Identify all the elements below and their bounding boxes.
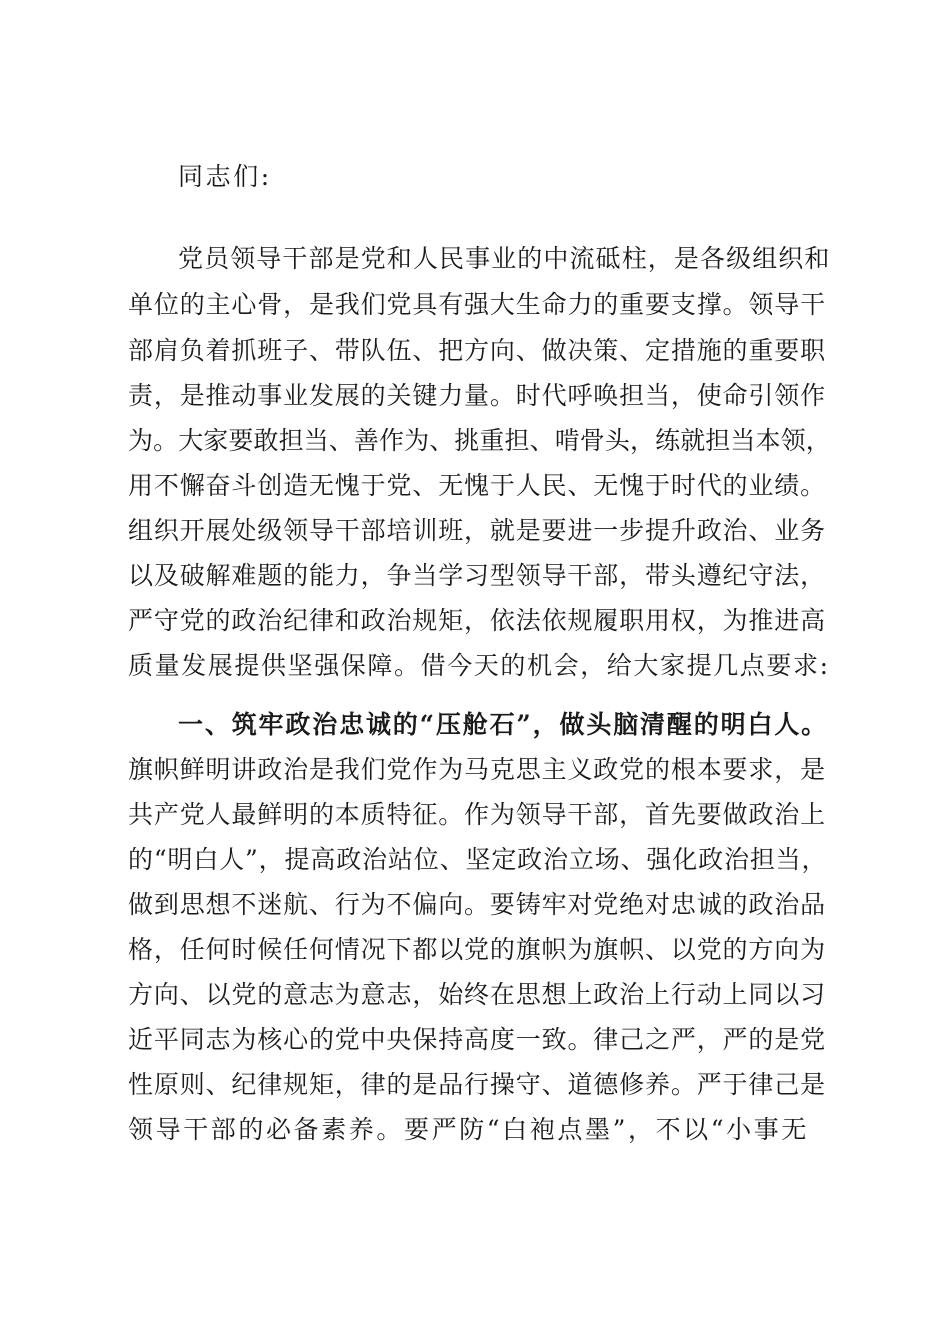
paragraph-line: 共产党人最鲜明的本质特征。作为领导干部，首先要做政治上 <box>128 800 826 829</box>
paragraph-line: 做到思想不迷航、行为不偏向。要铸牢对党绝对忠诚的政治品 <box>128 890 826 919</box>
paragraph-line: 组织开展处级领导干部培训班，就是要进一步提升政治、业务 <box>128 516 826 545</box>
paragraph-line: 领导干部的必备素养。要严防“白袍点墨”，不以“小事无 <box>128 1115 809 1144</box>
paragraph-line: 格，任何时候任何情况下都以党的旗帜为旗帜、以党的方向为 <box>128 935 826 964</box>
paragraph-line: 旗帜鲜明讲政治是我们党作为马克思主义政党的根本要求，是 <box>128 755 826 784</box>
paragraph-line: 性原则、纪律规矩，律的是品行操守、道德修养。严于律己是 <box>128 1070 826 1099</box>
paragraph-line: 方向、以党的意志为意志，始终在思想上政治上行动上同以习 <box>128 980 826 1009</box>
paragraph-line: 以及破解难题的能力，争当学习型领导干部，带头遵纪守法， <box>128 561 826 590</box>
greeting: 同志们: <box>178 162 272 191</box>
paragraph-line: 为。大家要敢担当、善作为、挑重担、啃骨头，练就担当本领， <box>128 426 831 455</box>
paragraph-line: 的“明白人”，提高政治站位、坚定政治立场、强化政治担当， <box>128 845 828 874</box>
paragraph-line: 党员领导干部是党和人民事业的中流砥柱，是各级组织和 <box>178 244 831 273</box>
paragraph-line: 严守党的政治纪律和政治规矩，依法依规履职用权，为推进高 <box>128 606 826 635</box>
paragraph-line: 近平同志为核心的党中央保持高度一致。律己之严，严的是党 <box>128 1025 826 1054</box>
paragraph-line: 单位的主心骨，是我们党具有强大生命力的重要支撑。领导干 <box>128 290 826 319</box>
paragraph-line: 用不懈奋斗创造无愧于党、无愧于人民、无愧于时代的业绩。 <box>128 471 826 500</box>
paragraph-line: 质量发展提供坚强保障。借今天的机会，给大家提几点要求: <box>128 651 830 680</box>
section-heading: 一、筑牢政治忠诚的“压舱石”，做头脑清醒的明白人。 <box>178 710 829 739</box>
paragraph-line: 责，是推动事业发展的关键力量。时代呼唤担当，使命引领作 <box>128 381 826 410</box>
paragraph-line: 部肩负着抓班子、带队伍、把方向、做决策、定措施的重要职 <box>128 336 826 365</box>
